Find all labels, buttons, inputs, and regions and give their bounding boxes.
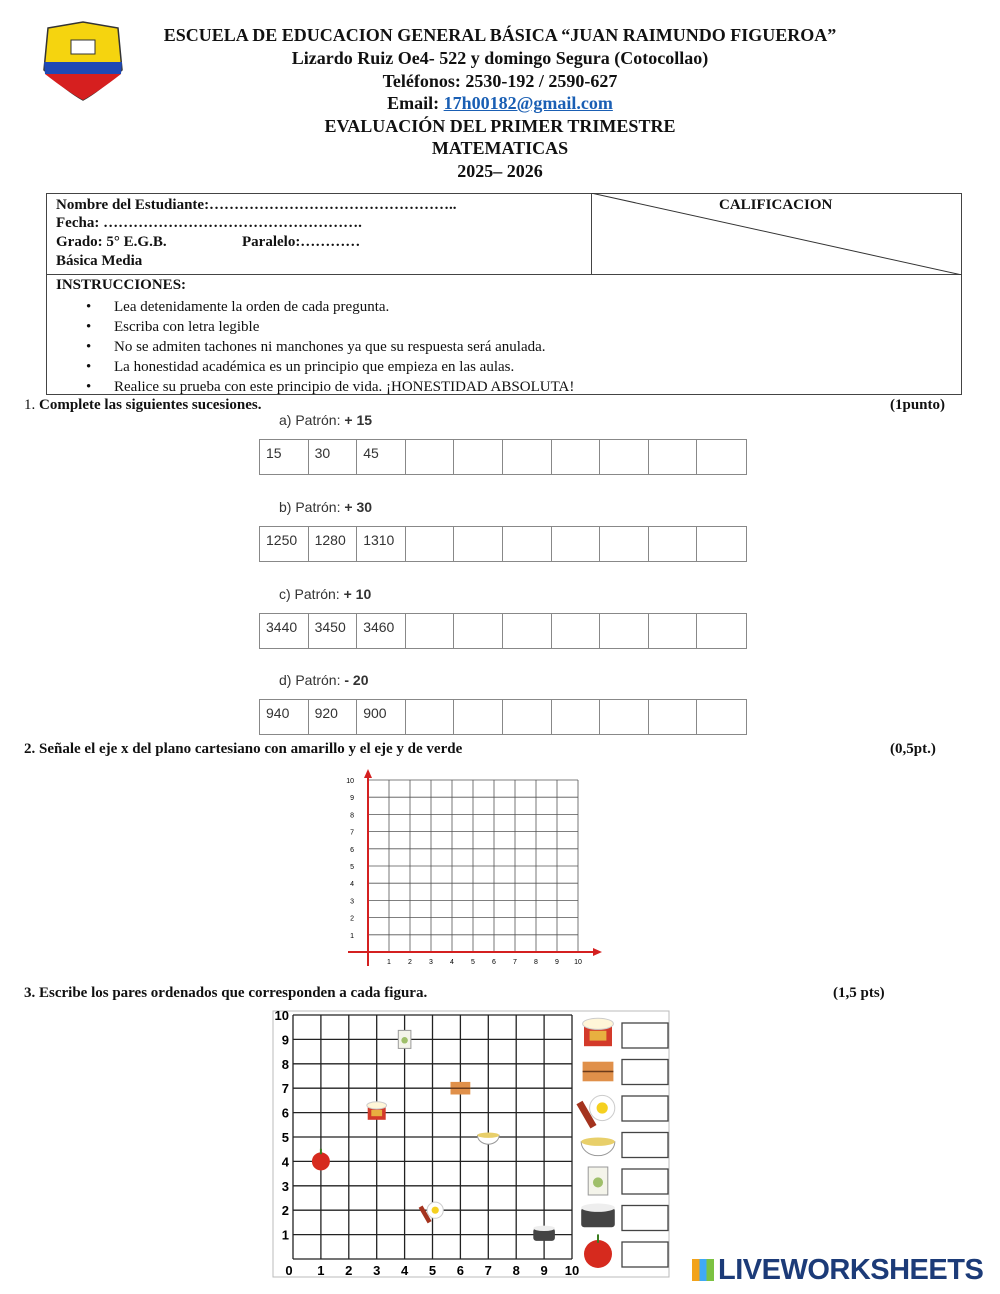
school-year: 2025– 2026 — [457, 161, 543, 181]
sequence-cell: 45 — [357, 440, 406, 474]
x-tick-label: 8 — [534, 959, 538, 966]
sequence-cell[interactable] — [406, 527, 455, 561]
question-2-title: 2. Señale el eje x del plano cartesiano con amarillo y el eje y de verde — [24, 741, 463, 757]
x-tick-label: 10 — [564, 1263, 580, 1278]
sushi-icon — [581, 1204, 615, 1228]
x-tick-label: 2 — [345, 1263, 353, 1278]
sequence-cell: 900 — [357, 700, 406, 734]
sequence-cell[interactable] — [697, 440, 746, 474]
egg-yolk — [597, 1102, 608, 1113]
x-tick-label: 7 — [513, 959, 517, 966]
sequence-row — [259, 439, 747, 475]
x-tick-label: 0 — [285, 1263, 293, 1278]
level-text: Básica Media — [56, 253, 143, 269]
instructions-list — [56, 297, 574, 397]
phones: Teléfonos: 2530-192 / 2590-627 — [382, 71, 618, 91]
cartesian-plane[interactable] — [340, 766, 610, 970]
x-tick-label: 2 — [408, 959, 412, 966]
sequence-cell[interactable] — [552, 614, 601, 648]
instruction-item: • Realice su prueba con este principio de vida. ¡HONESTIDAD ABSOLUTA! — [56, 377, 574, 397]
x-tick-label: 4 — [400, 1263, 409, 1278]
sequence-cell[interactable] — [649, 700, 698, 734]
sequence-cell: 920 — [309, 700, 358, 734]
question-3-title: 3. Escribe los pares ordenados que corresponden a cada figura. — [24, 985, 428, 1001]
y-tick-label: 2 — [281, 1203, 289, 1219]
y-axis-arrow-icon — [364, 769, 372, 778]
x-tick-label: 1 — [317, 1263, 325, 1278]
x-tick-label: 8 — [512, 1263, 520, 1278]
sequence-cell[interactable] — [649, 614, 698, 648]
answer-box[interactable] — [622, 1169, 668, 1194]
sushi-top — [533, 1226, 555, 1231]
bowl-food — [478, 1133, 500, 1138]
instructions-title: INSTRUCCIONES: — [56, 277, 187, 293]
answer-box[interactable] — [622, 1133, 668, 1158]
popcorn-icon — [367, 1102, 387, 1120]
email-line — [0, 92, 1000, 114]
y-tick-label: 5 — [281, 1130, 289, 1145]
school-name: ESCUELA DE EDUCACION GENERAL BÁSICA “JUAN RAIMUNDO FIGUEROA” — [163, 25, 837, 45]
answer-box[interactable] — [622, 1023, 668, 1048]
email-link[interactable]: 17h00182@gmail.com — [443, 93, 613, 113]
sequence-cell[interactable] — [697, 700, 746, 734]
popcorn-icon — [583, 1018, 614, 1046]
sequence-cell[interactable] — [649, 527, 698, 561]
food-coordinate-grid — [272, 1010, 672, 1280]
sequence-cell: 3460 — [357, 614, 406, 648]
sequence-cell[interactable] — [600, 440, 649, 474]
y-tick-label: 4 — [350, 881, 354, 889]
x-tick-label: 3 — [429, 959, 433, 966]
question-1-points: (1punto) — [890, 397, 946, 413]
question-3-points: (1,5 pts) — [833, 985, 885, 1001]
liveworksheets-logo: LIVEWORKSHEETS — [692, 1254, 983, 1287]
popcorn-top — [583, 1018, 614, 1029]
sequence-pattern-label: c) Patrón: + 10 — [279, 586, 372, 602]
y-tick-label: 9 — [281, 1032, 289, 1048]
sequence-cell[interactable] — [454, 700, 503, 734]
sushi-icon — [533, 1226, 555, 1241]
sequence-cell[interactable] — [454, 527, 503, 561]
x-tick-label: 3 — [373, 1263, 381, 1278]
sequence-row — [259, 526, 747, 562]
sequence-cell[interactable] — [406, 614, 455, 648]
popcorn-face — [590, 1031, 607, 1041]
email-label: Email: — [387, 93, 444, 113]
apple-body — [584, 1240, 612, 1268]
sequence-cell[interactable] — [406, 700, 455, 734]
sequence-cell: 3440 — [260, 614, 309, 648]
drink-icon — [398, 1030, 411, 1048]
y-tick-label: 8 — [350, 812, 354, 820]
sequence-row — [259, 699, 747, 735]
x-tick-label: 4 — [450, 959, 454, 966]
y-tick-label: 6 — [281, 1105, 289, 1121]
x-axis-arrow-icon — [593, 948, 602, 956]
sequence-pattern-label: a) Patrón: + 15 — [279, 412, 373, 428]
answer-box[interactable] — [622, 1096, 668, 1121]
drink-logo — [593, 1177, 603, 1187]
sequence-cell[interactable] — [503, 614, 552, 648]
cake-icon — [451, 1082, 471, 1095]
drink-logo — [401, 1037, 407, 1043]
question-2-points: (0,5pt.) — [890, 741, 936, 757]
answer-box[interactable] — [622, 1242, 668, 1267]
y-tick-label: 1 — [350, 932, 354, 940]
sequence-cell[interactable] — [649, 440, 698, 474]
cake-icon — [583, 1062, 614, 1082]
grade-label: CALIFICACION — [719, 197, 833, 213]
y-tick-label: 5 — [350, 864, 354, 871]
answer-box[interactable] — [622, 1060, 668, 1085]
instruction-item: • Lea detenidamente la orden de cada pregunta. — [56, 297, 574, 317]
x-tick-label: 7 — [484, 1263, 492, 1278]
y-tick-label: 4 — [281, 1154, 289, 1170]
apple-stem — [597, 1234, 599, 1242]
sushi-top — [581, 1204, 615, 1212]
parallel-field[interactable]: Paralelo:………… — [242, 234, 361, 250]
drink-icon — [588, 1167, 608, 1195]
grade-text: Grado: 5° E.G.B. — [56, 234, 167, 250]
bowl-food — [581, 1138, 615, 1146]
sequence-cell[interactable] — [552, 527, 601, 561]
sequence-pattern-label: d) Patrón: - 20 — [279, 672, 369, 688]
sequence-cell[interactable] — [600, 614, 649, 648]
sequence-cell: 1310 — [357, 527, 406, 561]
y-tick-label: 9 — [350, 795, 354, 803]
y-tick-label: 10 — [346, 778, 354, 785]
sequence-cell[interactable] — [600, 700, 649, 734]
sequence-cell: 1280 — [309, 527, 358, 561]
y-tick-label: 3 — [281, 1178, 289, 1194]
popcorn-face — [371, 1110, 382, 1116]
x-tick-label: 9 — [555, 959, 559, 966]
egg-yolk — [432, 1207, 439, 1214]
sequence-cell: 3450 — [309, 614, 358, 648]
student-name-field[interactable]: Nombre del Estudiante:………………………………………….. — [56, 197, 457, 213]
sequence-cell: 15 — [260, 440, 309, 474]
apple-body — [312, 1152, 330, 1170]
sequence-cell: 30 — [309, 440, 358, 474]
sequence-cell[interactable] — [697, 527, 746, 561]
sequence-cell: 1250 — [260, 527, 309, 561]
sequence-cell[interactable] — [503, 700, 552, 734]
x-tick-label: 6 — [492, 959, 496, 966]
x-tick-label: 9 — [540, 1263, 548, 1278]
popcorn-top — [367, 1102, 387, 1109]
exam-title: EVALUACIÓN DEL PRIMER TRIMESTRE — [324, 116, 676, 136]
y-tick-label: 7 — [281, 1081, 289, 1097]
date-field[interactable]: Fecha: ……………………………………………. — [56, 215, 362, 231]
apple-stem — [320, 1149, 322, 1154]
x-tick-label: 1 — [387, 959, 391, 966]
y-tick-label: 7 — [350, 829, 354, 837]
sequence-cell[interactable] — [552, 440, 601, 474]
instruction-item: • No se admiten tachones ni manchones ya que su respuesta será anulada. — [56, 337, 574, 357]
sequence-cell: 940 — [260, 700, 309, 734]
sequence-row — [259, 613, 747, 649]
sequence-cell[interactable] — [406, 440, 455, 474]
sequence-cell[interactable] — [552, 700, 601, 734]
instruction-item: • Escriba con letra legible — [56, 317, 574, 337]
instruction-item: • La honestidad académica es un principio que empieza en las aulas. — [56, 357, 574, 377]
y-tick-label: 10 — [274, 1010, 289, 1023]
x-tick-label: 5 — [471, 959, 475, 966]
answer-box[interactable] — [622, 1206, 668, 1231]
y-tick-label: 3 — [350, 898, 354, 906]
y-tick-label: 1 — [281, 1227, 289, 1243]
sequence-cell[interactable] — [503, 440, 552, 474]
sequence-cell[interactable] — [600, 527, 649, 561]
y-tick-label: 2 — [350, 915, 354, 923]
sequence-cell[interactable] — [454, 440, 503, 474]
y-tick-label: 8 — [281, 1056, 289, 1072]
x-tick-label: 6 — [456, 1263, 465, 1278]
subject: MATEMATICAS — [431, 138, 569, 158]
address: Lizardo Ruiz Oe4- 522 y domingo Segura (Cotocollao) — [291, 48, 709, 68]
sequence-cell[interactable] — [697, 614, 746, 648]
y-tick-label: 6 — [350, 846, 354, 854]
sequence-pattern-label: b) Patrón: + 30 — [279, 499, 373, 515]
x-tick-label: 10 — [574, 959, 582, 966]
sequence-cell[interactable] — [454, 614, 503, 648]
x-tick-label: 5 — [428, 1263, 437, 1278]
question-1-title: 1. Complete las siguientes sucesiones. — [24, 397, 262, 413]
sequence-cell[interactable] — [503, 527, 552, 561]
